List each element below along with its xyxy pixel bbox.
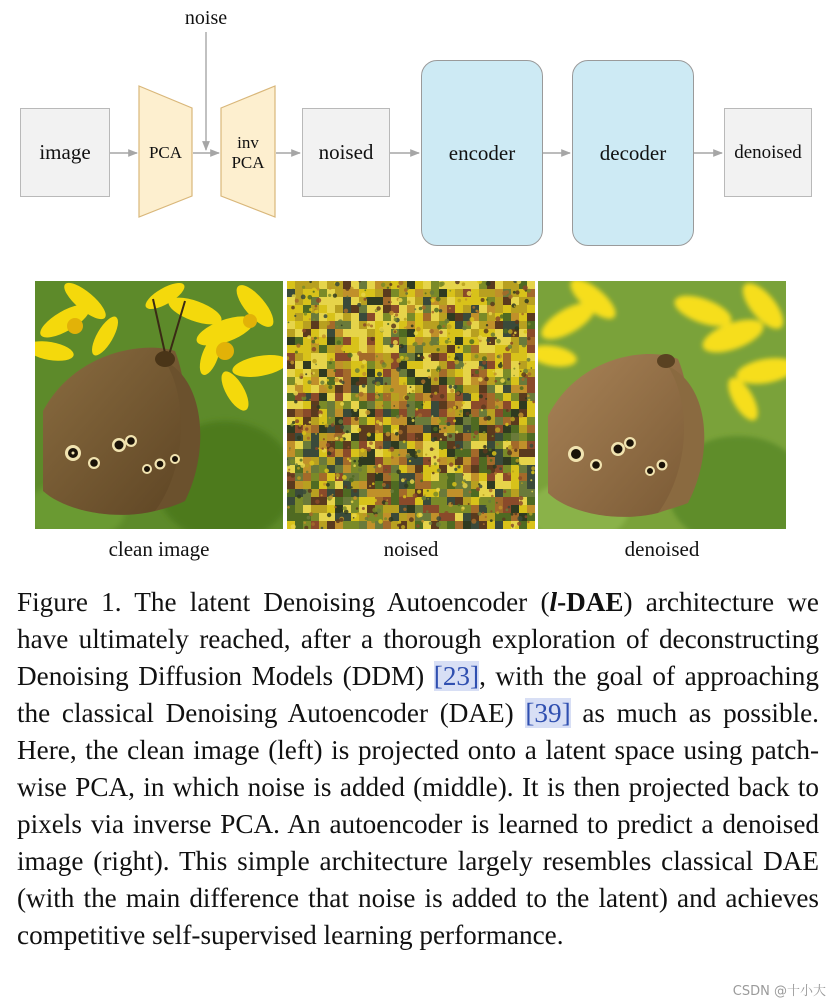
clean-image [35,281,283,529]
watermark: CSDN @十小大 [732,984,826,999]
denoised-box: denoised [724,108,812,197]
inv-pca-label-line1: inv [237,133,259,153]
citation-ref-39[interactable]: [39] [525,698,571,728]
citation-ref-23[interactable]: [23] [433,661,480,691]
model-name-letter: l [549,587,558,617]
noise-label: noise [184,6,228,29]
denoised-image-caption: denoised [624,537,700,561]
caption-part-3: , with the goal of approaching the classical Denoising Autoencoder (DAE) [17,661,819,728]
inv-pca-label-line2: PCA [231,153,265,172]
noised-box: noised [302,108,390,197]
noised-image [287,281,535,529]
pca-label: PCA [148,143,183,163]
decoder-box: decoder [572,60,694,246]
clean-image-caption: clean image [108,537,210,561]
image-box: image [20,108,110,197]
noised-image-caption: noised [383,537,439,561]
caption-part-2: ) architecture we have ultimately reached, after a thorough exploration of deconstructing Denoising Diffusion Models (DDM) [17,587,819,691]
model-name-rest: -DAE [557,587,624,617]
model-name [550,587,624,617]
figure-caption [17,584,819,954]
encoder-box: encoder [421,60,543,246]
architecture-diagram [0,0,838,260]
denoised-image [538,281,786,529]
caption-part-1: Figure 1. The latent Denoising Autoencoder ( [17,587,550,617]
inv-pca-label [221,130,275,176]
caption-part-4: as much as possible. Here, the clean image (left) is projected onto a latent space using patch-wise PCA, in which noise is added (middle). It is then projected back to pixels via inverse PCA. An autoencoder is learned to predict a denoised image (right). This simple architecture largely resembles classical DAE (with the main difference that noise is added to the latent) and achieves competitive self-supervised learning performance. [17,698,819,950]
